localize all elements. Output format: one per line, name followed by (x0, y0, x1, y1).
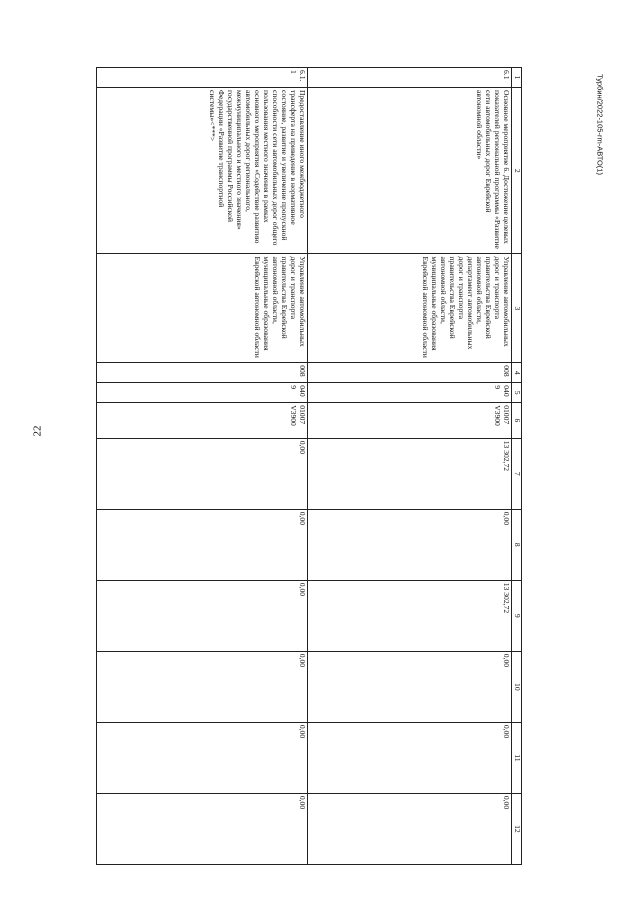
amount-total: 0,00 (97, 438, 308, 509)
csr-code: 01007 V3900 (97, 403, 308, 439)
csr-code: 01007 V3900 (308, 403, 512, 439)
column-header: 9 (512, 580, 522, 651)
executor: Управление автомобильных дорог и транспорта правительства Еврейской автономной области, департамент автомобильных дорог и транспорта правительства Еврейской автономной области, муниципальные образования Еврейской автономной области (308, 254, 512, 363)
column-header: 11 (512, 722, 522, 793)
rzpr-code: 0409 (308, 383, 512, 403)
document-code: Турбин/2022-105-rm-АВТО(1) (595, 74, 605, 175)
amount-col8: 0,00 (97, 509, 308, 580)
column-header: 7 (512, 438, 522, 509)
rzpr-code: 0409 (97, 383, 308, 403)
amount-col12: 0,00 (308, 793, 512, 864)
amount-col9: 0,00 (97, 580, 308, 651)
column-header: 6 (512, 403, 522, 439)
table-row (97, 68, 308, 865)
row-number: 6.1 (308, 68, 512, 88)
column-header: 5 (512, 383, 522, 403)
budget-table (96, 67, 522, 865)
amount-col10: 0,00 (97, 651, 308, 722)
column-header: 1 (512, 68, 522, 88)
rotated-table-frame (92, 67, 522, 865)
column-header: 10 (512, 651, 522, 722)
landscape-table-container (92, 67, 522, 865)
amount-total: 13 302,72 (308, 438, 512, 509)
amount-col10: 0,00 (308, 651, 512, 722)
column-header: 4 (512, 363, 522, 383)
column-header: 12 (512, 793, 522, 864)
column-header: 8 (512, 509, 522, 580)
column-header: 3 (512, 254, 522, 363)
measure-name: Предоставление иного межбюджетного трансферта на приведение в нормативное состояние, развитие и увеличение пропускной способности сети автомобильных дорог общего пользования местного значения в рамках основного мероприятия «Содействие развитию автомобильных дорог регионального, межмуниципального и местного значения» государственной программы Российской Федерации «Развитие транспортной системы»<***> (97, 87, 308, 254)
column-header: 2 (512, 87, 522, 254)
table-row (308, 68, 512, 865)
amount-col11: 0,00 (308, 722, 512, 793)
header-row (512, 68, 522, 865)
grbs-code: 008 (308, 363, 512, 383)
amount-col8: 0,00 (308, 509, 512, 580)
page-number: 22 (31, 425, 44, 437)
amount-col11: 0,00 (97, 722, 308, 793)
executor: Управление автомобильных дорог и транспорта правительства Еврейской автономной области, муниципальные образования Еврейской автономной области (97, 254, 308, 363)
grbs-code: 008 (97, 363, 308, 383)
measure-name: Основное мероприятие 6. Достижение целевых показателей региональной программы «Развитие сети автомобильных дорог Еврейской автономной области» (308, 87, 512, 254)
amount-col12: 0,00 (97, 793, 308, 864)
amount-col9: 13 302,72 (308, 580, 512, 651)
row-number: 6.1.1 (97, 68, 308, 88)
